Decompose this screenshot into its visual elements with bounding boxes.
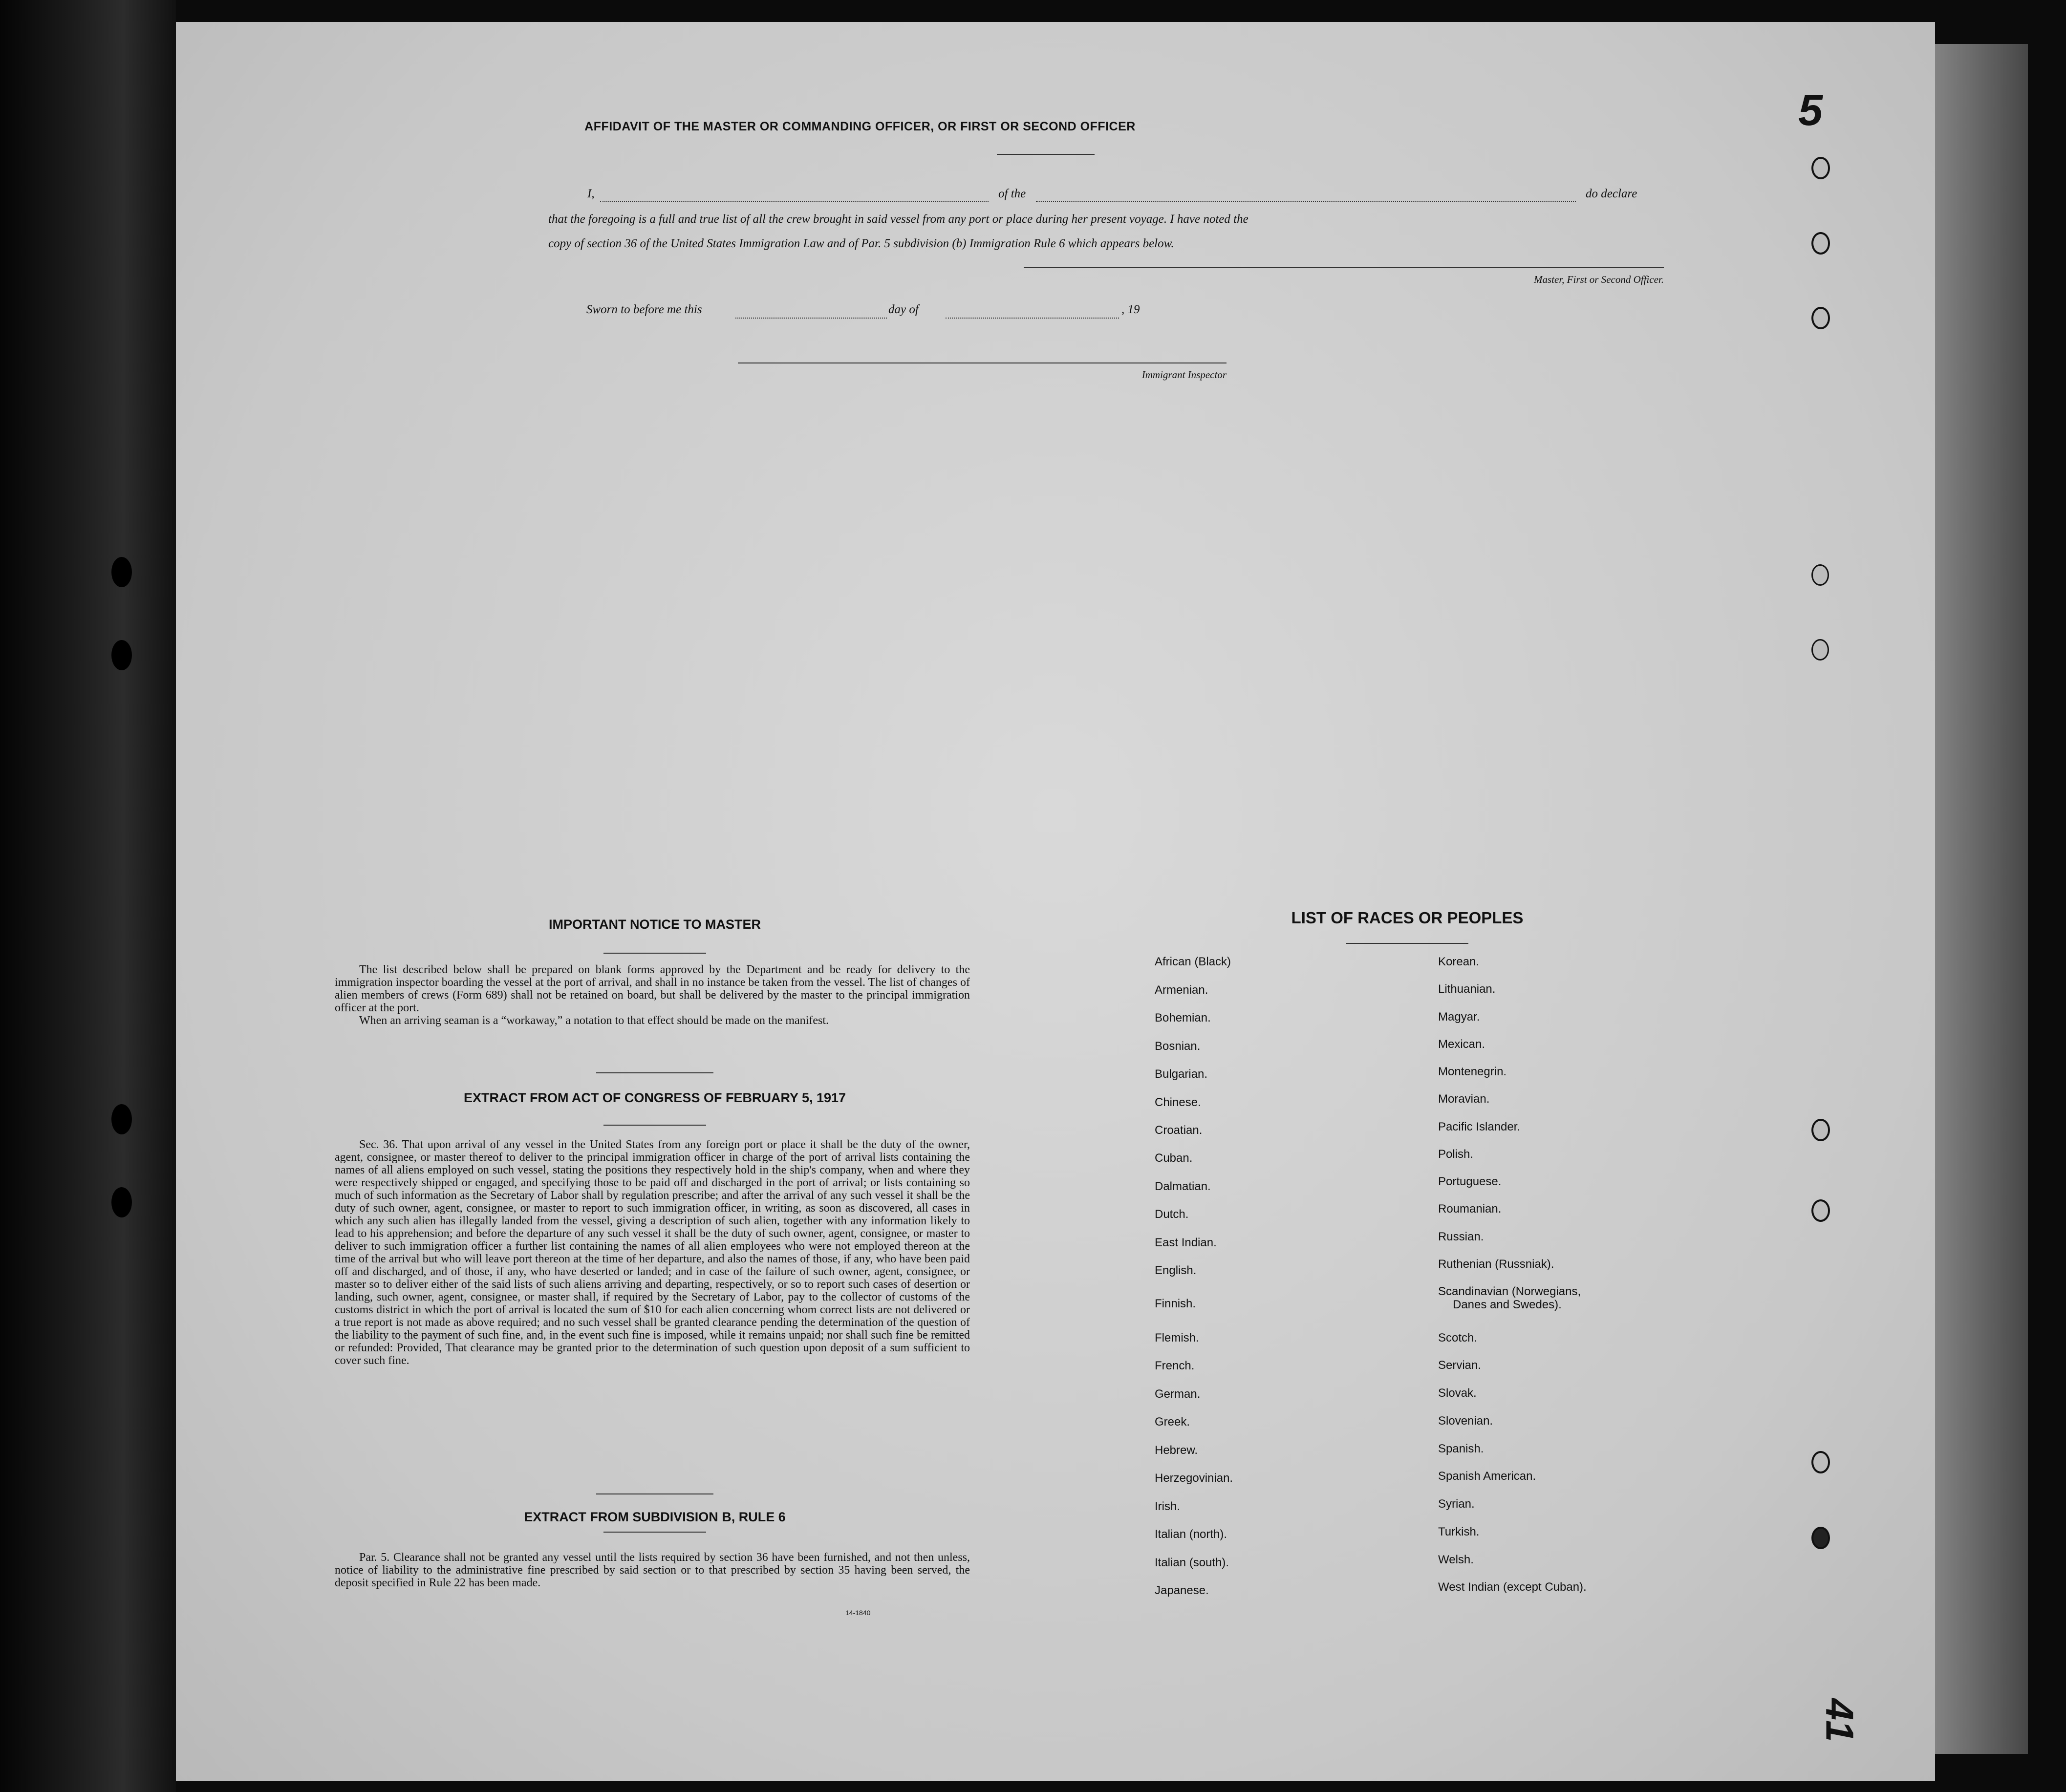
- race-entry: Mexican.: [1438, 1038, 1485, 1051]
- race-entry: Bosnian.: [1155, 1040, 1201, 1053]
- race-entry: Slovenian.: [1438, 1414, 1493, 1428]
- race-entry: Bohemian.: [1155, 1011, 1211, 1024]
- binder-ring-icon: [1811, 1119, 1830, 1141]
- race-entry: French.: [1155, 1359, 1195, 1372]
- race-entry: Moravian.: [1438, 1092, 1490, 1106]
- race-entry: East Indian.: [1155, 1236, 1217, 1249]
- divider: [997, 154, 1095, 155]
- race-entry: Ruthenian (Russniak).: [1438, 1258, 1554, 1271]
- rule-extract-body: [335, 1551, 970, 1589]
- race-entry: Magyar.: [1438, 1010, 1480, 1024]
- race-entry: Finnish.: [1155, 1297, 1196, 1310]
- binder-ring-icon: [1811, 157, 1830, 179]
- divider: [596, 1493, 713, 1494]
- race-entry: Polish.: [1438, 1148, 1474, 1161]
- race-entry: Greek.: [1155, 1415, 1190, 1429]
- document-page: [176, 22, 1935, 1781]
- notice-paragraph-1: The list described below shall be prepared on blank forms approved by the Department and be ready for delivery to the immigration inspector boarding the vessel at the port of arrival, and shall in no instance be taken from the vessel. The list of changes of alien members of crews (Form 689) shall not be retained on board, but shall be delivered by the master to the principal immigration officer at the port.: [335, 963, 970, 1014]
- races-title: LIST OF RACES OR PEOPLES: [1291, 909, 1524, 927]
- race-entry: African (Black): [1155, 955, 1231, 968]
- notice-body: [335, 963, 970, 1027]
- race-entry: Russian.: [1438, 1230, 1484, 1243]
- race-entry: Chinese.: [1155, 1096, 1201, 1109]
- race-entry: Dalmatian.: [1155, 1180, 1211, 1193]
- race-entry: Scotch.: [1438, 1331, 1478, 1344]
- race-entry: English.: [1155, 1264, 1197, 1277]
- race-entry: Slovak.: [1438, 1387, 1477, 1400]
- affidavit-i-label: I,: [587, 187, 595, 200]
- affidavit-statement-line-1: that the foregoing is a full and true list of all the crew brought in said vessel from any port or place during her present voyage. I have noted the: [548, 213, 1248, 226]
- punch-hole: [111, 557, 132, 587]
- binder-ring-icon: [1811, 564, 1829, 586]
- race-entry: Portuguese.: [1438, 1175, 1502, 1188]
- race-entry: Cuban.: [1155, 1152, 1193, 1165]
- race-entry: West Indian (except Cuban).: [1438, 1580, 1587, 1594]
- race-entry: Herzegovinian.: [1155, 1472, 1233, 1485]
- race-entry: Korean.: [1438, 955, 1480, 968]
- year-label: , 19: [1121, 303, 1140, 316]
- race-entry: Roumanian.: [1438, 1202, 1502, 1216]
- punch-hole: [111, 1104, 132, 1134]
- signature-label: Master, First or Second Officer.: [1534, 274, 1664, 285]
- handwritten-page-number: 5: [1798, 86, 1823, 135]
- race-entry: Spanish.: [1438, 1442, 1484, 1455]
- scan-border-left: [0, 0, 176, 1792]
- paragraph-5-text: Par. 5. Clearance shall not be granted any vessel until the lists required by section 36 have been furnished, and not then unless, notice of liability to the administrative fine prescribed by said section or to that prescribed by section 35 having been served, the deposit specified in Rule 22 has been made.: [335, 1551, 970, 1589]
- race-entry: Montenegrin.: [1438, 1065, 1507, 1078]
- act-extract-body: [335, 1138, 970, 1367]
- handwritten-frame-number: 41: [1818, 1698, 1862, 1742]
- affidavit-title: AFFIDAVIT OF THE MASTER OR COMMANDING OFFICER, OR FIRST OR SECOND OFFICER: [584, 120, 1136, 133]
- race-entry: Irish.: [1155, 1500, 1181, 1513]
- race-entry-continuation: Danes and Swedes).: [1453, 1298, 1562, 1311]
- race-entry: Welsh.: [1438, 1553, 1474, 1566]
- sworn-month-blank[interactable]: [946, 318, 1119, 319]
- binder-ring-icon: [1811, 232, 1830, 255]
- inspector-label: Immigrant Inspector: [1141, 369, 1227, 381]
- race-entry: German.: [1155, 1387, 1201, 1401]
- race-entry: Scandinavian (Norwegians,: [1438, 1285, 1581, 1298]
- divider: [603, 953, 706, 954]
- section-36-text: Sec. 36. That upon arrival of any vessel in the United States from any foreign port or place it shall be the duty of the owner, agent, consignee, or master thereof to deliver to the principal immigration officer in charge of the port of arrival lists containing the names of all aliens employed on such vessel, stating the positions they respectively hold in the ship's company, when and where they were respectively shipped or engaged, and specifying those to be paid off and discharged in the port of arrival; or lists containing so much of such information as the Secretary of Labor shall by regulation prescribe; and after the arrival of any such vessel it shall be the duty of such owner, agent, consignee, or master to report to such immigration officer, in writing, as soon as discovered, all cases in which any such alien has illegally landed from the vessel, giving a description of such alien, together with any information likely to lead to his apprehension; and before the departure of any such vessel it shall be the duty of such owner, agent, consignee, or master to deliver to such immigration officer a further list containing the names of all alien employees who were not employed thereon at the time of the arrival but who will leave port thereon at the time of her departure, and also the names of those, if any, who have been paid off and discharged, and of those, if any, who have deserted or landed; and in case of the failure of such owner, agent, consignee, or master so to deliver either of the said lists of such aliens arriving and departing, respectively, or so to report such cases of desertion or landing, such owner, agent, consignee, or master shall, if required by the Secretary of Labor, pay to the collector of customs of the customs district in which the port of arrival is located the sum of $10 for each alien concerning whom correct lists are not delivered or a true report is not made as above required; and no such vessel shall be granted clearance pending the determination of the question of the liability to the payment of such fine, and, in the event such fine is imposed, while it remains unpaid; nor shall such fine be remitted or refunded: Provided, That clearance may be granted prior to the determination of such question upon deposit of a sum sufficient to cover such fine.: [335, 1138, 970, 1367]
- binder-ring-icon: [1811, 1527, 1830, 1549]
- race-entry: Flemish.: [1155, 1331, 1199, 1344]
- divider: [603, 1125, 706, 1126]
- signature-line[interactable]: [1024, 267, 1664, 268]
- name-blank[interactable]: [600, 201, 989, 202]
- notice-title: IMPORTANT NOTICE TO MASTER: [549, 917, 761, 932]
- sworn-day-blank[interactable]: [735, 318, 887, 319]
- sworn-label: Sworn to before me this: [586, 303, 702, 316]
- race-entry: Italian (north).: [1155, 1528, 1227, 1541]
- race-entry: Spanish American.: [1438, 1470, 1536, 1483]
- race-entry: Turkish.: [1438, 1525, 1480, 1538]
- affidavit-statement-line-2: copy of section 36 of the United States Immigration Law and of Par. 5 subdivision (b) Immigration Rule 6 which appears below.: [548, 237, 1174, 250]
- divider: [603, 1532, 706, 1533]
- act-extract-title: EXTRACT FROM ACT OF CONGRESS OF FEBRUARY 5, 1917: [463, 1090, 846, 1105]
- binder-ring-icon: [1811, 1451, 1830, 1473]
- divider: [596, 1072, 713, 1073]
- divider: [1346, 943, 1468, 944]
- race-entry: Croatian.: [1155, 1124, 1203, 1137]
- race-entry: Hebrew.: [1155, 1444, 1198, 1457]
- rule-extract-title: EXTRACT FROM SUBDIVISION B, RULE 6: [524, 1510, 786, 1524]
- race-entry: Italian (south).: [1155, 1556, 1229, 1569]
- binder-ring-icon: [1811, 1199, 1830, 1222]
- race-entry: Japanese.: [1155, 1584, 1209, 1597]
- race-entry: Servian.: [1438, 1359, 1482, 1372]
- race-entry: Lithuanian.: [1438, 982, 1496, 996]
- race-entry: Bulgarian.: [1155, 1067, 1208, 1081]
- binder-ring-icon: [1811, 307, 1830, 329]
- day-of-label: day of: [888, 303, 919, 316]
- race-entry: Armenian.: [1155, 983, 1208, 997]
- affidavit-of-the-label: of the: [998, 187, 1026, 200]
- vessel-blank[interactable]: [1036, 201, 1576, 202]
- binder-ring-icon: [1811, 639, 1829, 661]
- race-entry: Syrian.: [1438, 1497, 1475, 1511]
- race-entry: Pacific Islander.: [1438, 1120, 1521, 1133]
- punch-hole: [111, 1187, 132, 1217]
- form-number: 14-1840: [845, 1609, 871, 1617]
- punch-hole: [111, 640, 132, 670]
- race-entry: Dutch.: [1155, 1208, 1189, 1221]
- affidavit-do-declare-label: do declare: [1586, 187, 1637, 200]
- notice-paragraph-2: When an arriving seaman is a “workaway,” a notation to that effect should be made on the manifest.: [359, 1014, 829, 1027]
